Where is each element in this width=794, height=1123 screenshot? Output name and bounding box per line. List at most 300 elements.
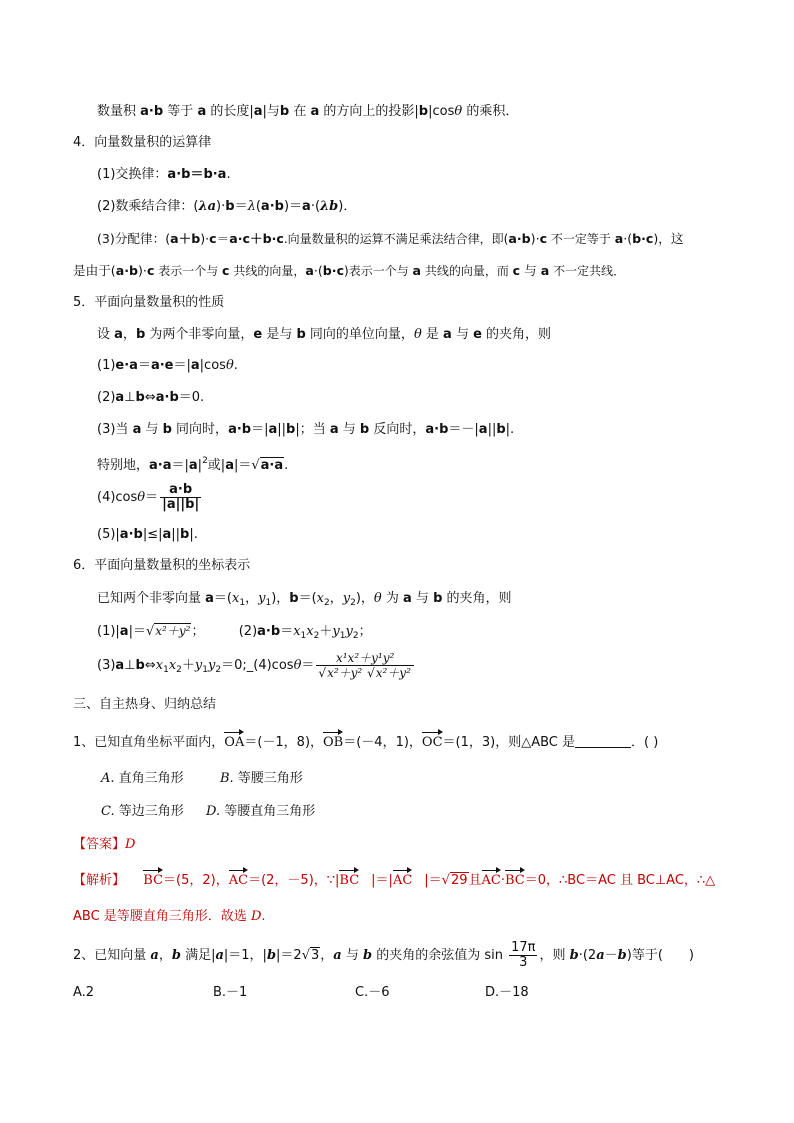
text: (2) [238,624,258,639]
math: 1 [239,598,246,608]
text: )＝ [283,199,303,214]
text: 与 [520,263,541,278]
text: 的长度| [206,104,254,119]
text: 为 [381,591,404,606]
text: )． [338,199,357,214]
vector-ob: OB [323,735,344,750]
answer-label: 【答案】 [73,837,126,852]
math: x [316,591,324,606]
math: a·b [119,527,143,542]
math: a [225,458,234,473]
denominator: 3 [519,955,528,970]
math: 1 [300,631,307,641]
text: ＝0. [178,390,205,405]
math: a [412,263,422,278]
para-coordinates-intro [97,590,512,612]
text: ·( [313,263,323,278]
text: ， [245,591,259,606]
analysis-line-1 [73,872,715,890]
law-scalar-associative [97,198,356,216]
sqrt-sign: √ [367,666,375,680]
math: a [190,358,200,373]
math: θ [454,104,463,119]
math: a＋b [170,231,201,246]
law-distributive-cont [73,262,625,280]
math: 2 [176,665,182,675]
text: ， [158,948,172,963]
text: ＝( [213,591,232,606]
text: 同向的单位向量， [305,327,414,342]
option-label: A. [101,771,115,786]
text: 的夹角，则 [481,327,552,342]
math: c [222,263,230,278]
text: 反向时， [369,422,426,437]
math: 2 [215,665,222,675]
coord-1-2 [97,622,372,645]
fraction [509,941,537,970]
math: a·b [228,422,252,437]
text: |cos [428,104,455,119]
text: ， [329,591,343,606]
text: ＝( [298,591,317,606]
vector-bc: BC [143,873,164,888]
text: ， [122,327,136,342]
text: |≤| [142,527,163,542]
text: ＝| [251,422,269,437]
math: b [225,199,235,214]
text: 的夹角的余弦值为 sin [372,948,508,963]
math: a [302,199,311,214]
vector-bc: BC [505,873,525,888]
text: ·( [310,199,321,214]
numerator: a·b [160,483,201,498]
text: ⊥ [124,658,136,673]
text: 同向时， [171,422,229,437]
math: x [168,658,177,673]
text: · [500,873,506,888]
text: ＝ [234,199,248,214]
math: x²＋y² [327,666,363,680]
text: ⇔ [144,658,156,673]
math: e [473,327,482,342]
math: a [478,422,488,437]
text: 是 [421,327,444,342]
text: |cos [199,358,226,373]
math: θ [373,591,382,606]
text: )· [138,263,147,278]
math: a [150,948,159,963]
text: 为两个非零向量， [145,327,254,342]
text: 与 [341,948,363,963]
coord-3-4 [97,648,416,688]
analysis-label: 【解析】 [73,873,126,888]
text: (3)当 [97,422,133,437]
text: 或| [207,458,226,473]
text: ＝(2，－5)，∵| [248,873,340,888]
text: |＝ [128,624,146,639]
text: ＝(1，3)，则△ABC 是 [442,735,576,750]
text: |＝2 [276,948,302,963]
math: a [443,327,452,342]
property-2 [97,389,204,407]
text: 已知两个非零向量 [97,591,206,606]
text: ＝0，∴BC＝AC 且 BC⊥AC，∴△ [524,873,716,888]
math: λ [247,199,256,214]
math: θ [293,658,302,673]
math: b [289,591,299,606]
numerator: x¹x²＋y¹y² [316,651,413,666]
math: a [132,422,142,437]
text: )· [216,199,226,214]
text: || [277,422,287,437]
text: 的夹角，则 [442,591,512,606]
fraction [160,483,201,512]
text: － [604,948,618,963]
math: c [539,231,548,246]
text: ＝0;_(4)cos [221,658,294,673]
text: )· [530,231,540,246]
math: 1 [163,665,169,675]
math: a [540,263,550,278]
math: b [496,422,506,437]
math: b [362,948,373,963]
text: | [197,458,203,473]
math: b [171,948,181,963]
text: 满足| [180,948,216,963]
text: . [284,458,289,473]
math: 2 [350,598,356,608]
math: a [253,104,263,119]
text: ＝(5，2)， [163,873,229,888]
text: ； [358,624,372,639]
text: ABC 是等腰直角三角形．故选 [73,909,251,924]
math: b·c [322,263,345,278]
text: 特别地， [97,458,150,473]
vector-bc: BC [339,873,360,888]
text: 不一定共线． [549,264,626,278]
math: x [306,624,314,639]
text: . [226,167,231,182]
math: a·b [115,263,139,278]
math: b [569,948,579,963]
text: |. [189,527,198,542]
math: 2 [352,631,359,641]
text: 与 [141,422,163,437]
math: λa [198,199,217,214]
text: (4)cos [97,490,138,505]
text: )， [355,591,374,606]
text: ＋ [319,624,333,639]
property-special [97,452,288,475]
analysis-line-2 [73,908,266,926]
text: || [171,527,181,542]
option-text: 直角三角形 [114,771,184,786]
text: ·(2 [578,948,597,963]
math: a·b [508,231,531,246]
math: a·b [260,199,284,214]
sqrt-sign: √ [318,666,327,680]
fraction [316,651,413,680]
text: ·( [623,231,633,246]
math: x [293,624,301,639]
math: a·b [155,390,179,405]
math: a [205,591,214,606]
text: ＝ [301,658,315,673]
math: b [286,422,296,437]
math: a [268,422,278,437]
vector-ac: AC [392,873,413,888]
text: (1)| [97,624,120,639]
vector-ac: AC [481,873,501,888]
math: a [119,624,129,639]
sqrt-sign: √ [251,458,260,473]
text: ＝(－1，8)， [244,735,324,750]
text: . [261,909,266,924]
text: (1)交换律： [97,167,168,182]
text: )· [200,231,210,246]
vector-ac: AC [228,873,249,888]
text: 设 [97,327,115,342]
text: ⇔ [144,390,156,405]
q1-options-ab [101,770,303,788]
math: a·e [150,358,174,373]
math: θ [413,327,422,342]
math: a·b [425,422,449,437]
math: b [135,390,145,405]
text: 与 [338,422,360,437]
text: |＝1，| [223,948,267,963]
option-label: C. [101,804,115,819]
text: (3)分配律：( [97,231,171,246]
text: )，这 [653,231,684,246]
math: a [215,948,224,963]
text: 与 [451,327,474,342]
math: 2 [324,598,330,608]
math: a [329,422,339,437]
text: 共线的向量，而 [421,264,513,278]
math: e·a [115,358,138,373]
text: 在 [289,104,311,119]
text: )表示一个与 [344,264,413,278]
text: .向量数量积的运算不满足乘法结合律，即( [283,232,509,246]
law-distributive [97,230,683,248]
math: a·b [140,104,164,119]
math: a [305,263,314,278]
math: x [155,658,164,673]
text: ； [191,624,205,639]
heading-section-5: 5．平面向量数量积的性质 [73,295,225,310]
question-2 [73,938,694,974]
math: 2 [313,631,320,641]
math: y [345,624,353,639]
text: ＋ [181,658,195,673]
math: 3 [310,948,320,963]
para-properties-intro [97,326,551,344]
text: )， [271,591,290,606]
text: 2、已知向量 [73,948,151,963]
property-4 [97,480,203,516]
math: a [197,104,207,119]
text: ， [320,948,334,963]
math: b [162,422,172,437]
text: ＝ [216,231,230,246]
sqrt-sign: √ [145,624,155,639]
text: || [487,422,497,437]
text: 与 [411,591,434,606]
text: (5)| [97,527,120,542]
math: x²＋y² [155,624,191,638]
math: e [253,327,263,342]
math: 1 [202,665,209,675]
text: |；当 [295,422,330,437]
text: (3) [97,658,116,673]
option-text: 等边三角形 [114,804,184,819]
math: y [342,591,351,606]
math: b [266,948,277,963]
text: 是与 [262,327,297,342]
math: b [180,527,190,542]
math: b·c [632,231,654,246]
text: )等于( ) [626,948,694,963]
text: |＝ [233,458,252,473]
text: ⊥ [124,390,136,405]
property-3 [97,421,514,439]
text: (1) [97,358,116,373]
math: a [596,948,605,963]
math: y [332,624,340,639]
math: a [162,527,172,542]
text: 不一定等于 [547,232,615,246]
math: a [114,327,123,342]
math: y [208,658,216,673]
math: y [194,658,203,673]
math: 1 [265,598,272,608]
math: θ [225,358,234,373]
option-a: A.2 [73,985,95,1000]
answer-blank [575,733,631,748]
math: θ [137,490,146,505]
property-1 [97,357,238,375]
law-commutative [97,166,231,184]
text: ＝－| [448,422,479,437]
question-1 [73,733,658,752]
sqrt-sign: √ [441,873,450,888]
text: ＝| [173,358,191,373]
text: 且 [468,873,482,888]
math: a [614,231,624,246]
vector-oc: OC [421,735,443,750]
text: ＝ [145,490,159,505]
text: |与 [262,104,280,119]
math: a·b [257,624,281,639]
text: |＝| [371,873,393,888]
denominator: |a||b| [162,497,200,512]
option-d: D.－18 [485,985,529,1000]
math: 2 [202,456,208,466]
math: a [333,948,342,963]
option-text: 等腰直角三角形 [220,804,316,819]
numerator: 17π [511,940,536,955]
text: 等于 [163,104,198,119]
denominator [316,666,413,680]
math: λb [320,199,339,214]
text: 1、已知直角坐标平面内， [73,735,225,750]
text: ＝(－4，1)， [343,735,422,750]
text: . [233,358,238,373]
math: b [135,327,146,342]
math: 1 [339,631,346,641]
sqrt-sign: √ [301,948,310,963]
option-label: D. [206,804,221,819]
math: y [258,591,266,606]
heading-section-6: 6．平面向量数量积的坐标表示 [73,558,251,573]
text: ．( ) [631,735,659,750]
text: ( [255,199,261,214]
text: |＝ [424,873,442,888]
heading-section-4: 4．向量数量积的运算律 [73,135,212,150]
math: b [296,327,306,342]
answer-value: D [125,837,136,852]
text: ，则 [539,948,570,963]
text: ＝ [137,358,151,373]
math: b [418,104,429,119]
text: ＝| [171,458,189,473]
math: b [135,658,145,673]
math: x²＋y² [375,666,411,680]
option-b: B.－1 [213,985,248,1000]
text: ＝ [280,624,294,639]
text: 的方向上的投影| [319,104,419,119]
math: a [403,591,412,606]
math: x [232,591,240,606]
math: a·b＝b·a [167,167,227,182]
heading-part-3: 三、自主热身、归纳总结 [73,697,217,712]
text: |. [505,422,515,437]
vector-oa: OA [224,735,245,750]
option-text: 等腰三角形 [233,771,303,786]
text: 共线的向量， [229,264,306,278]
math: a [188,458,198,473]
math: b [433,591,443,606]
text: (2)数乘结合律：( [97,199,199,214]
math: a [310,104,320,119]
math: c [512,263,521,278]
math: b [617,948,627,963]
math: a·a [149,458,172,473]
option-label: B. [219,771,234,786]
math: c [209,231,217,246]
q1-options-cd [101,803,315,821]
para-projection-definition [97,103,518,121]
text: 表示一个与 [154,264,223,278]
text: 是由于( [73,263,116,278]
text: (2) [97,390,116,405]
math: b [359,422,370,437]
text: 的乘积． [462,104,519,119]
option-c: C.－6 [355,985,390,1000]
math: a [115,658,125,673]
math: c [146,263,155,278]
text: 数量积 [97,104,141,119]
math: a·c＋b·c [229,231,284,246]
math: a·a [260,458,284,473]
math: b [279,104,290,119]
answer-line [73,836,135,854]
math: 29 [450,873,468,888]
property-5 [97,526,198,544]
math: D [250,909,262,924]
math: a [115,390,125,405]
